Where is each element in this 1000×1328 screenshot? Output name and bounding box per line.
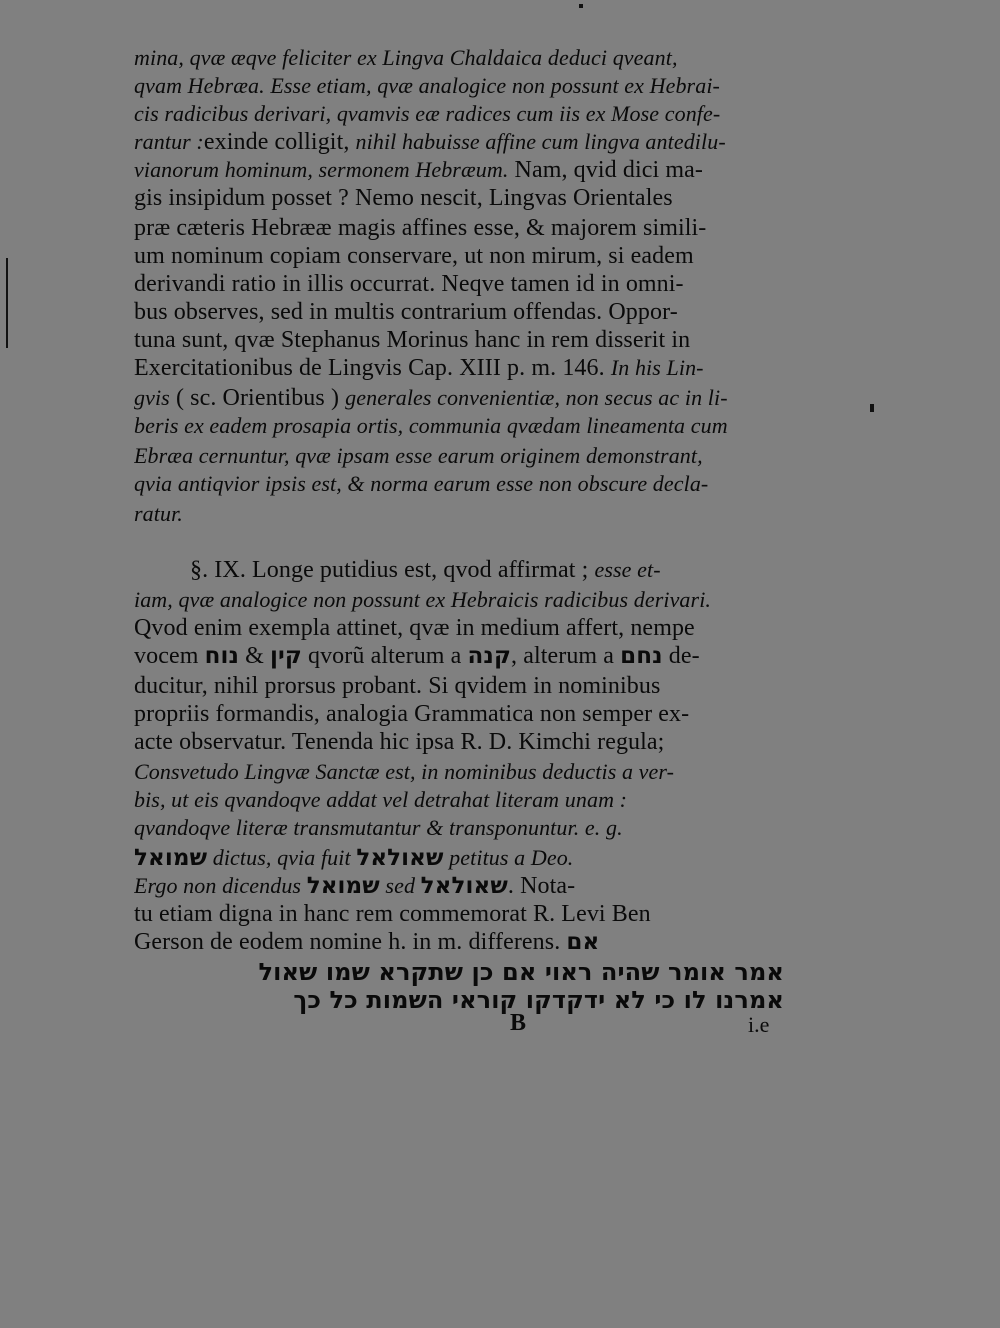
hebrew-text: שאולאל <box>420 873 508 899</box>
text-line <box>134 442 784 470</box>
roman-text: Exercitationibus de Lingvis Cap. XIII p. m. 146. <box>134 355 611 381</box>
text-line <box>134 900 784 928</box>
text-line <box>134 214 784 242</box>
text-line <box>134 958 784 986</box>
text-line <box>134 470 784 498</box>
text-line <box>134 672 784 700</box>
hebrew-text: אמר אומר שהיה ראוי אם כן שתקרא שמו שאול <box>258 958 784 986</box>
italic-text: qvia antiqvior ipsis est, & norma earum esse non obscure decla- <box>134 471 709 496</box>
hebrew-text: נוח <box>204 643 239 669</box>
text-line <box>134 872 784 900</box>
italic-text: dictus, qvia fuit <box>207 845 357 870</box>
text-line <box>134 586 784 614</box>
italic-text: bis, ut eis qvandoqve addat vel detrahat literam unam : <box>134 787 628 812</box>
italic-text: petitus a Deo. <box>443 845 574 870</box>
roman-text: Nam, qvid dici ma- <box>508 157 703 183</box>
text-line <box>134 270 784 298</box>
roman-text: , alterum a <box>511 643 621 669</box>
text-line <box>134 100 784 128</box>
italic-text: qvandoqve literæ transmutantur & transponuntur. e. g. <box>134 815 623 840</box>
text-line <box>134 242 784 270</box>
roman-text: derivandi ratio in illis occurrat. Neqve tamen id in omni- <box>134 271 684 297</box>
roman-text: propriis formandis, analogia Grammatica non semper ex- <box>134 701 690 727</box>
italic-text: nihil habuisse affine cum lingva antedilu- <box>355 129 726 154</box>
italic-text: In his Lin- <box>610 355 704 380</box>
text-line <box>134 72 784 100</box>
italic-text: generales convenientiæ, non secus ac in li- <box>345 385 728 410</box>
text-line <box>134 758 784 786</box>
text-line <box>134 986 784 1014</box>
text-line <box>134 614 784 642</box>
hebrew-text: אמרנו לו כי לא ידקדקו קוראי השמות כל כך <box>293 986 784 1014</box>
margin-mark <box>870 404 874 412</box>
roman-text: exinde colligit, <box>203 129 356 155</box>
italic-text: Ergo non dicendus <box>134 873 307 898</box>
roman-text: & <box>239 643 270 669</box>
text-line <box>134 844 784 872</box>
text-line <box>134 700 784 728</box>
text-line <box>134 814 784 842</box>
roman-text: tu etiam digna in hanc rem commemorat R. Levi Ben <box>134 901 651 927</box>
margin-mark <box>6 258 8 348</box>
hebrew-text: קין <box>269 643 302 669</box>
roman-text: de- <box>662 643 700 669</box>
hebrew-text: אם <box>566 929 600 955</box>
margin-mark <box>579 4 583 8</box>
text-line <box>134 728 784 756</box>
italic-text: ratur. <box>134 501 183 526</box>
text-line <box>134 412 784 440</box>
text-line <box>134 298 784 326</box>
hebrew-text: שמואל <box>306 873 380 899</box>
text-line <box>134 642 784 670</box>
roman-text: ( sc. Orientibus ) <box>169 385 346 411</box>
text-line <box>134 384 784 412</box>
italic-text: beris ex eadem prosapia ortis, communia qvædam lineamenta cum <box>134 413 728 438</box>
hebrew-text: שמואל <box>134 845 208 871</box>
hebrew-text: נחם <box>620 643 663 669</box>
text-line <box>134 44 784 72</box>
italic-text: rantur : <box>134 129 204 154</box>
roman-text: um nominum copiam conservare, ut non mirum, si eadem <box>134 243 694 269</box>
italic-text: Ebræa cernuntur, qvæ ipsam esse earum originem demonstrant, <box>134 443 703 468</box>
italic-text: sed <box>379 873 421 898</box>
roman-text: præ cæteris Hebrææ magis affines esse, & majorem simili- <box>134 215 707 241</box>
text-line <box>134 354 784 382</box>
italic-text: Consvetudo Lingvæ Sanctæ est, in nominibus deductis a ver- <box>134 759 675 784</box>
roman-text: Gerson de eodem nomine h. in m. differens. <box>134 929 567 955</box>
roman-text: acte observatur. Tenenda hic ipsa R. D. Kimchi regula; <box>134 729 665 755</box>
roman-text: gis insipidum posset ? Nemo nescit, Lingvas Orientales <box>134 185 673 211</box>
text-line <box>134 786 784 814</box>
catchword: i.e <box>748 1012 770 1037</box>
text-line <box>134 500 784 528</box>
roman-text: qvorũ alterum a <box>301 643 468 669</box>
text-line <box>134 326 784 354</box>
text-line <box>134 128 784 156</box>
italic-text: vianorum hominum, sermonem Hebræum. <box>134 157 509 182</box>
roman-text: bus observes, sed in multis contrarium offendas. Oppor- <box>134 299 678 325</box>
text-line <box>190 556 840 584</box>
hebrew-text: שאולאל <box>356 845 444 871</box>
text-line <box>134 928 784 956</box>
text-line <box>134 184 784 212</box>
italic-text: iam, qvæ analogice non possunt ex Hebraicis radicibus derivari. <box>134 587 712 612</box>
hebrew-text: קנה <box>467 643 511 669</box>
text-line <box>134 156 784 184</box>
roman-text: . Nota- <box>507 873 576 899</box>
italic-text: cis radicibus derivari, qvamvis eæ radices cum iis ex Mose confe- <box>134 101 721 126</box>
roman-text: tuna sunt, qvæ Stephanus Morinus hanc in rem disserit in <box>134 327 691 353</box>
roman-text: vocem <box>134 643 205 669</box>
roman-text: Qvod enim exempla attinet, qvæ in medium affert, nempe <box>134 615 695 641</box>
italic-text: gvis <box>134 385 170 410</box>
italic-text: mina, qvæ æqve feliciter ex Lingva Chaldaica deduci qveant, <box>134 45 678 70</box>
roman-text: ducitur, nihil prorsus probant. Si qvidem in nominibus <box>134 673 661 699</box>
roman-text: §. IX. Longe putidius est, qvod affirmat ; <box>190 557 595 583</box>
signature-mark: B <box>510 1010 527 1036</box>
italic-text: qvam Hebræa. Esse etiam, qvæ analogice non possunt ex Hebrai- <box>134 73 720 98</box>
italic-text: esse et- <box>594 557 661 582</box>
